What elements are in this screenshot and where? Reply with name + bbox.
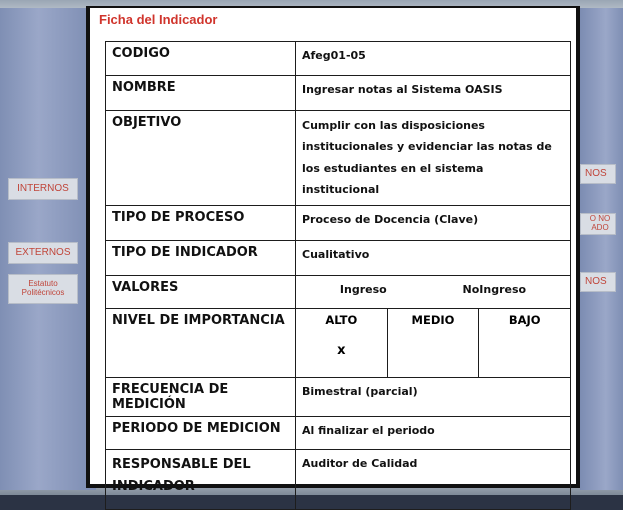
value-nivel-importancia bbox=[296, 308, 571, 377]
nivel-medio bbox=[387, 309, 479, 377]
row-nivel-importancia bbox=[106, 308, 571, 377]
row-periodo bbox=[106, 416, 571, 449]
value-tipo-indicador: Cualitativo bbox=[296, 240, 571, 275]
row-frecuencia bbox=[106, 377, 571, 416]
indicator-card bbox=[86, 6, 580, 494]
right-side-panel bbox=[580, 8, 623, 490]
value-periodo: Al finalizar el periodo bbox=[296, 416, 571, 449]
value-frecuencia: Bimestral (parcial) bbox=[296, 377, 571, 416]
nivel-alto-label: ALTO bbox=[325, 312, 358, 327]
value-valores bbox=[296, 275, 571, 308]
value-responsable: Auditor de Calidad bbox=[296, 449, 571, 509]
nivel-bajo bbox=[478, 309, 570, 377]
row-tipo-proceso bbox=[106, 205, 571, 240]
valor-noingreso: NoIngreso bbox=[462, 282, 527, 296]
indicator-card-body bbox=[90, 8, 576, 494]
row-responsable bbox=[106, 449, 571, 509]
label-frecuencia: FRECUENCIA DE MEDICIÓN bbox=[106, 377, 296, 416]
nav-tab-right-3[interactable]: NOS bbox=[580, 272, 616, 292]
nav-tab-estatuto[interactable]: Estatuto Politécnicos bbox=[8, 274, 78, 304]
value-tipo-proceso: Proceso de Docencia (Clave) bbox=[296, 205, 571, 240]
label-objetivo: OBJETIVO bbox=[106, 111, 296, 206]
valor-ingreso: Ingreso bbox=[339, 282, 387, 296]
row-objetivo bbox=[106, 111, 571, 206]
row-valores bbox=[106, 275, 571, 308]
nivel-alto-mark: x bbox=[337, 342, 346, 358]
label-nombre: NOMBRE bbox=[106, 76, 296, 111]
nav-tab-right-2[interactable]: O NO ADO bbox=[580, 213, 616, 235]
nivel-alto bbox=[296, 309, 387, 377]
label-codigo: CODIGO bbox=[106, 42, 296, 76]
nivel-bajo-label: BAJO bbox=[508, 312, 541, 327]
row-nombre bbox=[106, 76, 571, 111]
label-responsable: RESPONSABLE DEL INDICADOR bbox=[106, 449, 296, 509]
value-codigo: Afeg01-05 bbox=[296, 42, 571, 76]
label-tipo-proceso: TIPO DE PROCESO bbox=[106, 205, 296, 240]
value-objetivo: Cumplir con las disposiciones institucionales y evidenciar las notas de los estudiantes en el sistema institucional bbox=[296, 111, 571, 206]
value-nombre: Ingresar notas al Sistema OASIS bbox=[296, 76, 571, 111]
indicator-table bbox=[105, 41, 571, 510]
label-valores: VALORES bbox=[106, 275, 296, 308]
card-title: Ficha del Indicador bbox=[99, 12, 218, 27]
label-nivel-importancia: NIVEL DE IMPORTANCIA bbox=[106, 308, 296, 377]
row-codigo bbox=[106, 42, 571, 76]
label-periodo: PERIODO DE MEDICION bbox=[106, 416, 296, 449]
nav-tab-right-1[interactable]: NOS bbox=[580, 164, 616, 184]
row-tipo-indicador bbox=[106, 240, 571, 275]
nav-tab-externos[interactable]: EXTERNOS bbox=[8, 242, 78, 264]
label-tipo-indicador: TIPO DE INDICADOR bbox=[106, 240, 296, 275]
nivel-medio-label: MEDIO bbox=[411, 312, 455, 327]
nav-tab-internos[interactable]: INTERNOS bbox=[8, 178, 78, 200]
